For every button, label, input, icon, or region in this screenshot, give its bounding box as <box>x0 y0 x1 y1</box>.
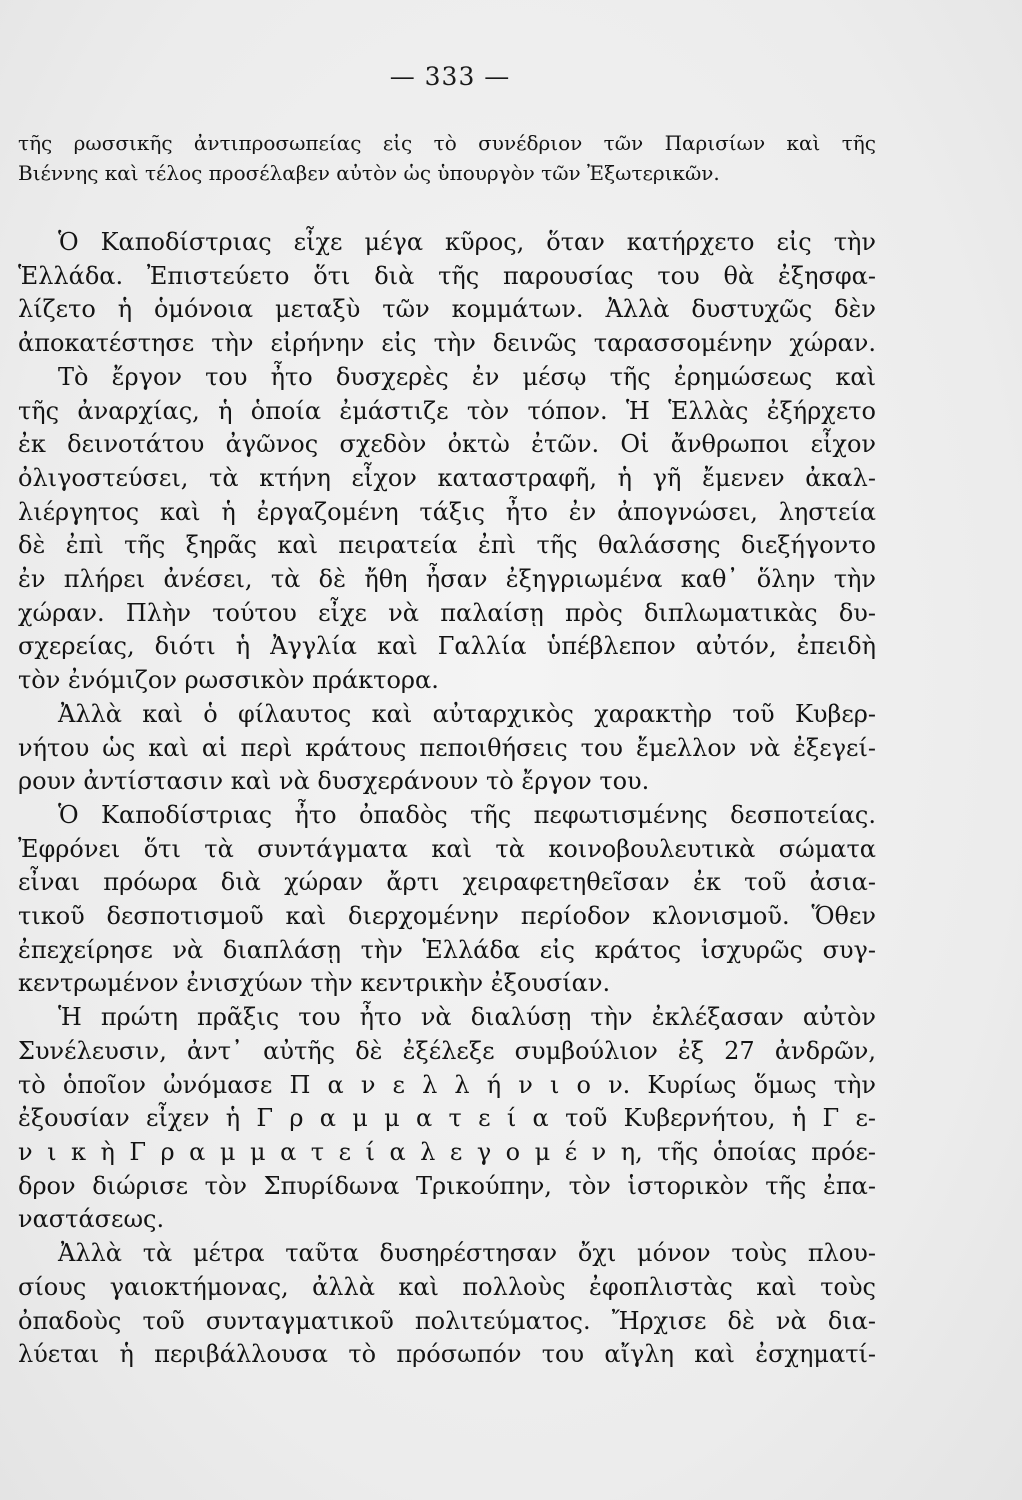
text-line: ἐκ δεινοτάτου ἀγῶνος σχεδὸν ὀκτὼ ἐτῶν. Οἱ ἄνθρωποι εἶχον <box>18 430 876 459</box>
text-line: Ὁ Καποδίστριας εἶχε μέγα κῦρος, ὅταν κατήρχετο εἰς τὴν <box>58 228 876 256</box>
text-line: Ἀλλὰ τὰ μέτρα ταῦτα δυσηρέστησαν ὄχι μόνον τοὺς πλου- <box>58 1239 876 1268</box>
text-line: Ἑλλάδα. Ἐπιστεύετο ὅτι διὰ τῆς παρουσίας του θὰ ἐξησφα- <box>18 261 876 290</box>
text-line: ὀπαδοὺς τοῦ συνταγματικοῦ πολιτεύματος. Ἤρχισε δὲ νὰ δια- <box>18 1306 876 1335</box>
text-line: λίζετο ἡ ὁμόνοια μεταξὺ τῶν κομμάτων. Ἀλλὰ δυστυχῶς δὲν <box>18 295 876 324</box>
text-block-top <box>18 128 876 188</box>
text-line: ἐξουσίαν εἶχεν ἡ Γ ρ α μ μ α τ ε ί α τοῦ Κυβερνήτου, ἡ Γ ε- <box>18 1104 876 1133</box>
text-line: Βιέννης καὶ τέλος προσέλαβεν αὐτὸν ὡς ὑπουργὸν τῶν Ἐξωτερικῶν. <box>18 161 720 185</box>
text-line: ἐν πλήρει ἀνέσει, τὰ δὲ ἤθη ἦσαν ἐξηγριωμένα καθ᾿ ὅλην τὴν <box>18 565 876 594</box>
text-line: ναστάσεως. <box>18 1205 165 1234</box>
text-line: λιέργητος καὶ ἡ ἐργαζομένη τάξις ἦτο ἐν ἀπογνώσει, ληστεία <box>18 497 876 526</box>
text-line: τὸ ὁποῖον ὠνόμασε Π α ν ε λ λ ή ν ι ο ν. Κυρίως ὅμως τὴν <box>18 1070 876 1099</box>
text-line: ἀποκατέστησε τὴν εἰρήνην εἰς τὴν δεινῶς ταρασσομένην χώραν. <box>18 329 876 358</box>
text-line: σίους γαιοκτήμονας, ἀλλὰ καὶ πολλοὺς ἐφοπλιστὰς καὶ τοὺς <box>18 1272 876 1301</box>
text-line: εἶναι πρόωρα διὰ χώραν ἄρτι χειραφετηθεῖσαν ἐκ τοῦ ἀσια- <box>18 868 876 897</box>
text-line: Ἀλλὰ καὶ ὁ φίλαυτος καὶ αὐταρχικὸς χαρακτὴρ τοῦ Κυβερ- <box>58 699 876 728</box>
text-line: σχερείας, διότι ἡ Ἀγγλία καὶ Γαλλία ὑπέβλεπον αὐτόν, ἐπειδὴ <box>18 632 876 661</box>
text-line: τῆς ρωσσικῆς ἀντιπροσωπείας εἰς τὸ συνέδριον τῶν Παρισίων καὶ τῆς <box>18 131 876 155</box>
text-line: Ἡ πρώτη πρᾶξις του ἦτο νὰ διαλύσῃ τὴν ἐκλέξασαν αὐτὸν <box>58 1003 876 1032</box>
text-line: Ὁ Καποδίστριας ἦτο ὀπαδὸς τῆς πεφωτισμένης δεσποτείας. <box>58 800 876 829</box>
text-line: Τὸ ἔργον του ἦτο δυσχερὲς ἐν μέσῳ τῆς ἐρημώσεως καὶ <box>58 362 876 391</box>
text-line: κεντρωμένον ἐνισχύων τὴν κεντρικὴν ἐξουσίαν. <box>18 969 611 998</box>
text-line: Συνέλευσιν, ἀντ᾿ αὐτῆς δὲ ἐξέλεξε συμβούλιον ἐξ 27 ἀνδρῶν, <box>18 1036 876 1065</box>
text-line: Ἐφρόνει ὅτι τὰ συντάγματα καὶ τὰ κοινοβουλευτικὰ σώματα <box>18 834 876 863</box>
text-line: λύεται ἡ περιβάλλουσα τὸ πρόσωπόν του αἴγλη καὶ ἐσχηματί- <box>18 1340 876 1369</box>
text-line: νήτου ὡς καὶ αἱ περὶ κράτους πεποιθήσεις του ἔμελλον νὰ ἐξεγεί- <box>18 733 876 762</box>
text-line: δρον διώρισε τὸν Σπυρίδωνα Τρικούπην, τὸν ἱστορικὸν τῆς ἐπα- <box>18 1171 876 1200</box>
text-line: δὲ ἐπὶ τῆς ξηρᾶς καὶ πειρατεία ἐπὶ τῆς θαλάσσης διεξήγοντο <box>18 531 876 560</box>
page-number: — 333 — <box>389 62 511 91</box>
text-block-main <box>18 226 876 1372</box>
text-line: τικοῦ δεσποτισμοῦ καὶ διερχομένην περίοδον κλονισμοῦ. Ὅθεν <box>18 902 876 931</box>
text-line: χώραν. Πλὴν τούτου εἶχε νὰ παλαίσῃ πρὸς διπλωματικὰς δυ- <box>18 598 876 627</box>
text-line: ρουν ἀντίστασιν καὶ νὰ δυσχεράνουν τὸ ἔργον του. <box>18 767 650 796</box>
text-line: ὀλιγοστεύσει, τὰ κτήνη εἶχον καταστραφῆ, ἡ γῆ ἔμενεν ἀκαλ- <box>18 463 876 492</box>
text-line: ν ι κ ὴ Γ ρ α μ μ α τ ε ί α λ ε γ ο μ έ ν η, τῆς ὁποίας πρόε- <box>18 1137 876 1166</box>
text-line: τῆς ἀναρχίας, ἡ ὁποία ἐμάστιζε τὸν τόπον. Ἡ Ἑλλὰς ἐξήρχετο <box>18 396 876 425</box>
text-line: ἐπεχείρησε νὰ διαπλάσῃ τὴν Ἑλλάδα εἰς κράτος ἰσχυρῶς συγ- <box>18 935 876 964</box>
text-line: τὸν ἐνόμιζον ρωσσικὸν πράκτορα. <box>18 666 439 695</box>
